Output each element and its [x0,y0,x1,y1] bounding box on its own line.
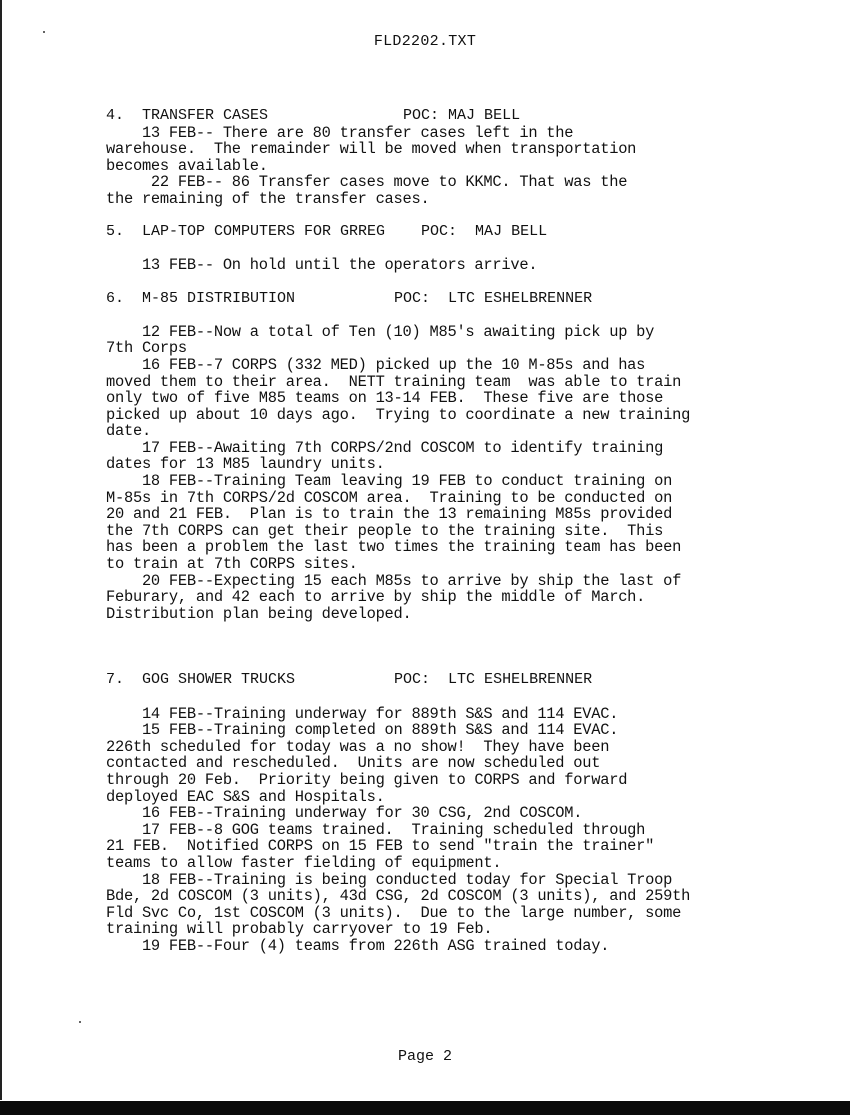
log-entry [106,174,806,207]
entry-line: 22 FEB-- 86 Transfer cases move to KKMC. That was the [106,173,628,192]
entry-line: 13 FEB-- On hold until the operators arrive. [106,256,538,275]
entry-line: becomes available. [106,156,268,175]
entry-line: 18 FEB--Training Team leaving 19 FEB to conduct training on [106,472,673,491]
section-heading: 6. M-85 DISTRIBUTION POC: LTC ESHELBRENNER [106,289,593,307]
entry-line: 20 and 21 FEB. Plan is to train the 13 remaining M85s provided [106,505,673,524]
log-entry [106,872,806,938]
scan-bottom-edge [0,1101,850,1115]
entry-line: dates for 13 M85 laundry units. [106,455,385,474]
entry-line: has been a problem the last two times the training team has been [106,538,682,557]
log-entry [106,938,806,955]
entry-line: deployed EAC S&S and Hospitals. [106,787,385,806]
file-title: FLD2202.TXT [373,33,477,50]
entry-line: picked up about 10 days ago. Trying to coordinate a new training [106,405,691,424]
entry-line: 19 FEB--Four (4) teams from 226th ASG trained today. [106,936,610,955]
log-entry [106,257,806,274]
entry-line: 18 FEB--Training is being conducted today for Special Troop [106,870,673,889]
section-gog-shower-trucks [106,672,806,954]
entry-line: 14 FEB--Training underway for 889th S&S and 114 EVAC. [106,704,619,723]
section-m85-distribution [106,291,806,623]
page-number: Page 2 [397,1048,452,1065]
log-entry [106,573,806,623]
log-entry [106,706,806,723]
entry-line: Distribution plan being developed. [106,604,412,623]
log-entry [106,324,806,357]
document-body [106,108,806,955]
log-entry [106,822,806,872]
entry-line: only two of five M85 teams on 13-14 FEB. These five are those [106,389,664,408]
entry-line: Fld Svc Co, 1st COSCOM (3 units). Due to the large number, some [106,903,682,922]
entry-line: Feburary, and 42 each to arrive by ship the middle of March. [106,588,646,607]
log-entry [106,125,806,175]
entry-line: 21 FEB. Notified CORPS on 15 FEB to send "train the trainer" [106,837,655,856]
entry-line: the 7th CORPS can get their people to the training site. This [106,521,664,540]
entry-line: 17 FEB--Awaiting 7th CORPS/2nd COSCOM to identify training [106,438,664,457]
entry-line: 15 FEB--Training completed on 889th S&S and 114 EVAC. [106,721,619,740]
log-entry [106,722,806,805]
scan-speck [79,1021,81,1023]
entry-line: 226th scheduled for today was a no show! They have been [106,737,610,756]
section-transfer-cases [106,108,806,208]
entry-line: through 20 Feb. Priority being given to CORPS and forward [106,770,628,789]
scan-left-edge [0,0,2,1100]
section-heading: 7. GOG SHOWER TRUCKS POC: LTC ESHELBRENNER [106,671,593,689]
entry-line: 16 FEB--7 CORPS (332 MED) picked up the 10 M-85s and has [106,355,646,374]
entry-line: 13 FEB-- There are 80 transfer cases left in the [106,123,574,142]
section-heading: 4. TRANSFER CASES POC: MAJ BELL [106,107,521,124]
entry-line: 12 FEB--Now a total of Ten (10) M85's awaiting pick up by [106,322,655,341]
log-entry [106,805,806,822]
entry-line: warehouse. The remainder will be moved when transportation [106,140,637,159]
entry-line: training will probably carryover to 19 Feb. [106,920,493,939]
entry-line: M-85s in 7th CORPS/2d COSCOM area. Training to be conducted on [106,488,673,507]
log-entry [106,473,806,573]
entry-line: 17 FEB--8 GOG teams trained. Training scheduled through [106,820,646,839]
entry-line: teams to allow faster fielding of equipment. [106,853,502,872]
log-entry [106,440,806,473]
entry-line: contacted and rescheduled. Units are now scheduled out [106,754,601,773]
entry-line: moved them to their area. NETT training team was able to train [106,372,682,391]
entry-line: 16 FEB--Training underway for 30 CSG, 2nd COSCOM. [106,804,583,823]
log-entry [106,357,806,440]
entry-line: to train at 7th CORPS sites. [106,555,358,574]
entry-line: Bde, 2d COSCOM (3 units), 43d CSG, 2d COSCOM (3 units), and 259th [106,887,691,906]
section-laptop-computers [106,224,806,274]
entry-line: 7th Corps [106,339,187,358]
entry-line: 20 FEB--Expecting 15 each M85s to arrive by ship the last of [106,571,682,590]
entry-line: date. [106,422,151,441]
entry-line: the remaining of the transfer cases. [106,189,430,208]
section-heading: 5. LAP-TOP COMPUTERS FOR GRREG POC: MAJ BELL [106,223,548,241]
